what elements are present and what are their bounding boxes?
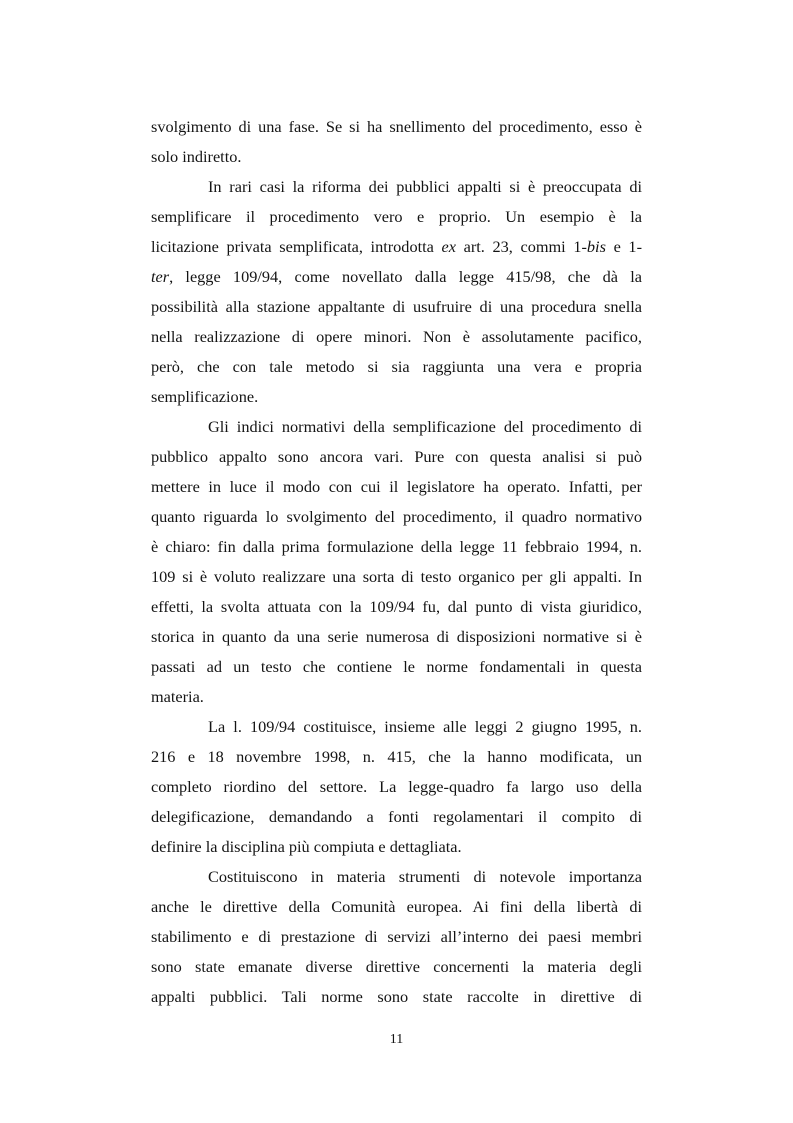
text-line: solo indiretto. [151,147,242,166]
text-line: è chiaro: fin dalla prima formulazione della legge 11 febbraio 1994, n. [151,537,642,556]
text-line: passati ad un testo che contiene le norme fondamentali in questa [151,657,642,676]
text-line: materia. [151,687,204,706]
italic-text: ex [441,237,456,256]
text-line: appalti pubblici. Tali norme sono state raccolte in direttive di [151,987,642,1006]
text-line: stabilimento e di prestazione di servizi all’interno dei paesi membri [151,927,642,946]
text-line: semplificazione. [151,387,259,406]
text-line: sono state emanate diverse direttive concernenti la materia degli [151,957,642,976]
italic-text: bis [586,237,606,256]
text-segment: licitazione privata semplificata, introdotta [151,237,442,256]
text-line: nella realizzazione di opere minori. Non è assolutamente pacifico, [151,327,642,346]
text-line: 109 si è voluto realizzare una sorta di testo organico per gli appalti. In [151,567,642,586]
text-line: storica in quanto da una serie numerosa di disposizioni normative si è [151,627,642,646]
text-line: 216 e 18 novembre 1998, n. 415, che la hanno modificata, un [151,747,642,766]
text-line: svolgimento di una fase. Se si ha snellimento del procedimento, esso è [151,117,642,136]
text-line: In rari casi la riforma dei pubblici appalti si è preoccupata di [208,177,642,196]
text-line: effetti, la svolta attuata con la 109/94 fu, dal punto di vista giuridico, [151,597,642,616]
italic-text: ter [151,267,170,286]
text-line: però, che con tale metodo si sia raggiunta una vera e propria [151,357,642,376]
text-line [151,232,642,262]
page-number: 11 [389,1032,404,1047]
text-line: mettere in luce il modo con cui il legislatore ha operato. Infatti, per [151,477,642,496]
text-segment: , legge 109/94, come novellato dalla legge 415/98, che dà la [169,267,642,286]
text-line: definire la disciplina più compiuta e dettagliata. [151,837,462,856]
text-line: quanto riguarda lo svolgimento del procedimento, il quadro normativo [151,507,642,526]
text-segment: art. 23, commi 1- [455,237,587,256]
text-segment: e 1- [605,237,642,256]
text-line: possibilità alla stazione appaltante di usufruire di una procedura snella [151,297,642,316]
text-line: anche le direttive della Comunità europea. Ai fini della libertà di [151,897,642,916]
text-line: delegificazione, demandando a fonti regolamentari il compito di [151,807,642,826]
text-line: completo riordino del settore. La legge-quadro fa largo uso della [151,777,642,796]
text-line [151,262,642,292]
text-line: semplificare il procedimento vero e proprio. Un esempio è la [151,207,642,226]
body-text [151,112,642,1012]
text-line: Costituiscono in materia strumenti di notevole importanza [208,867,642,886]
text-line: Gli indici normativi della semplificazione del procedimento di [208,417,642,436]
text-line: pubblico appalto sono ancora vari. Pure con questa analisi si può [151,447,642,466]
text-line: La l. 109/94 costituisce, insieme alle leggi 2 giugno 1995, n. [208,717,642,736]
